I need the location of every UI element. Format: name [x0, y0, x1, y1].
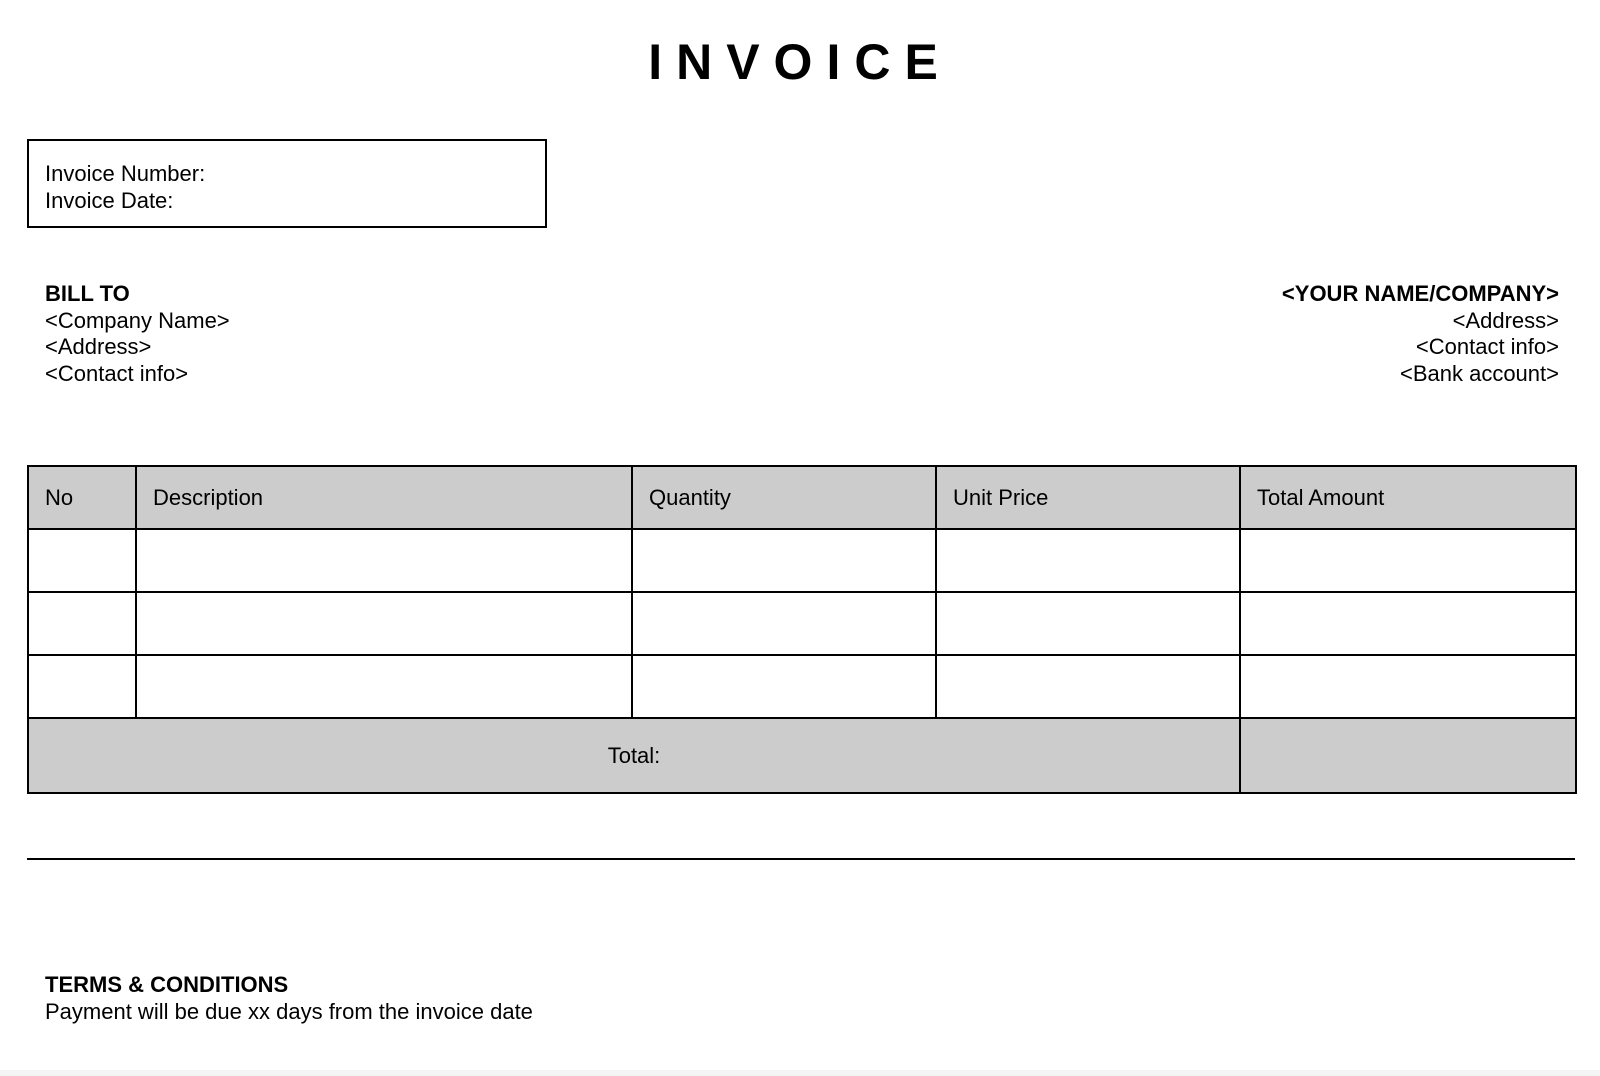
table-header-row: [28, 466, 1576, 529]
table-row: [28, 655, 1576, 718]
invoice-number-label: Invoice Number:: [45, 161, 206, 186]
cell-no[interactable]: [28, 592, 136, 655]
cell-description[interactable]: [136, 529, 632, 592]
terms-heading: TERMS & CONDITIONS: [45, 972, 289, 997]
cell-quantity[interactable]: [632, 592, 936, 655]
terms-text: Payment will be due xx days from the invoice date: [45, 999, 533, 1024]
header-no: No: [28, 466, 136, 529]
invoice-info-box: [27, 139, 547, 228]
bill-to-contact: <Contact info>: [45, 360, 189, 386]
terms-block: [45, 971, 533, 1025]
cell-unit-price[interactable]: [936, 655, 1240, 718]
bill-to-heading: BILL TO: [45, 281, 130, 306]
sender-contact: <Contact info>: [1415, 334, 1559, 359]
cell-quantity[interactable]: [632, 529, 936, 592]
cell-unit-price[interactable]: [936, 529, 1240, 592]
cell-quantity[interactable]: [632, 655, 936, 718]
bill-to-address: <Address>: [45, 334, 152, 359]
header-quantity: Quantity: [632, 466, 936, 529]
cell-unit-price[interactable]: [936, 592, 1240, 655]
cell-no[interactable]: [28, 655, 136, 718]
line-items-table: [27, 465, 1577, 794]
cell-total-amount[interactable]: [1240, 529, 1576, 592]
invoice-date-label: Invoice Date:: [45, 188, 174, 213]
total-value[interactable]: [1240, 718, 1576, 793]
cell-no[interactable]: [28, 529, 136, 592]
bill-to-company: <Company Name>: [45, 307, 230, 333]
bill-to-block: [45, 281, 230, 387]
divider-line: [27, 858, 1575, 860]
total-label: Total:: [28, 718, 1240, 793]
sender-heading: <YOUR NAME/COMPANY>: [1281, 281, 1559, 306]
sender-bank-account: <Bank account>: [1399, 360, 1559, 386]
sender-address: <Address>: [1452, 307, 1559, 333]
cell-total-amount[interactable]: [1240, 592, 1576, 655]
invoice-title: INVOICE: [648, 34, 952, 90]
table-row: [28, 529, 1576, 592]
sender-block: [1282, 281, 1559, 387]
cell-total-amount[interactable]: [1240, 655, 1576, 718]
header-unit-price: Unit Price: [936, 466, 1240, 529]
header-total-amount: Total Amount: [1240, 466, 1576, 529]
header-description: Description: [136, 466, 632, 529]
table-row: [28, 592, 1576, 655]
cell-description[interactable]: [136, 655, 632, 718]
cell-description[interactable]: [136, 592, 632, 655]
total-row: [28, 718, 1576, 793]
